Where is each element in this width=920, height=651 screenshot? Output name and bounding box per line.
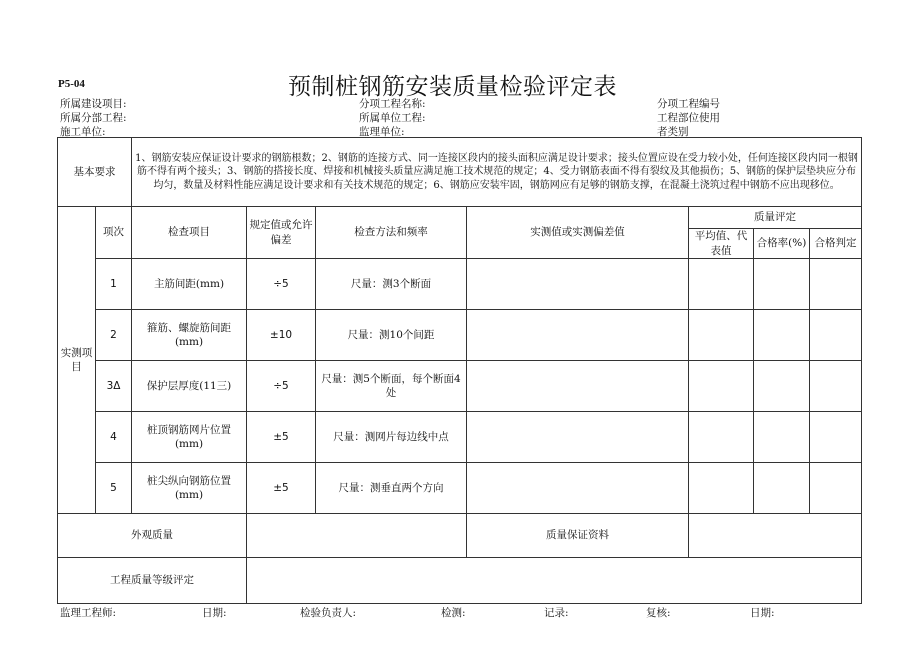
col-values: 实测值或实测偏差值 [467,207,689,259]
row-method: 尺量：测3个断面 [316,259,467,310]
footer-reviewer: 复核: [646,607,671,619]
basic-requirements-label: 基本要求 [58,138,132,207]
row-judge-cell[interactable] [810,361,862,412]
table-row [58,259,862,310]
row-method: 尺量：测10个间距 [316,310,467,361]
row-avg-cell[interactable] [689,463,754,514]
row-method: 尺量：测垂直两个方向 [316,463,467,514]
row-rate-cell[interactable] [754,412,810,463]
row-avg-cell[interactable] [689,259,754,310]
row-values-cell[interactable] [467,310,689,361]
row-values-cell[interactable] [467,412,689,463]
row-no: 4 [96,412,132,463]
meta-supervisor: 监理单位: [359,126,405,138]
inspection-table [57,137,862,604]
col-avg: 平均值、代表值 [689,229,754,259]
meta-unit-project: 所属单位工程: [359,112,426,124]
row-values-cell[interactable] [467,259,689,310]
row-judge-cell[interactable] [810,259,862,310]
meta-contractor: 施工单位: [60,126,106,138]
row-method: 尺量：测网片每边线中点 [316,412,467,463]
footer-date-2: 日期: [750,607,775,619]
row-avg-cell[interactable] [689,310,754,361]
col-judge: 合格判定 [810,229,862,259]
col-quality: 质量评定 [689,207,862,229]
table-row [58,361,862,412]
row-rate-cell[interactable] [754,310,810,361]
row-item: 主筋间距(mm) [132,259,247,310]
appearance-label: 外观质量 [58,514,247,558]
meta-category: 者类别 [657,126,689,138]
col-method: 检查方法和频率 [316,207,467,259]
footer-date-1: 日期: [202,607,227,619]
footer-inspector: 检验负责人: [300,607,357,619]
row-judge-cell[interactable] [810,310,862,361]
meta-subitem-name: 分项工程名称: [359,98,426,110]
row-tolerance: ±10 [247,310,316,361]
footer-tester: 检测: [441,607,466,619]
page-title: 预制桩钢筋安装质量检验评定表 [288,74,617,100]
assurance-cell[interactable] [689,514,862,558]
row-tolerance: ÷5 [247,361,316,412]
row-no: 2 [96,310,132,361]
row-values-cell[interactable] [467,361,689,412]
footer-supervisor: 监理工程师: [60,607,117,619]
grade-label: 工程质量等级评定 [58,558,247,604]
appearance-cell[interactable] [247,514,467,558]
row-item: 桩尖纵向钢筋位置(mm) [132,463,247,514]
row-item: 桩顶钢筋网片位置(mm) [132,412,247,463]
meta-project: 所属建设项目: [60,98,127,110]
row-rate-cell[interactable] [754,463,810,514]
row-item: 箍筋、螺旋筋间距(mm) [132,310,247,361]
basic-requirements-text: 1、钢筋安装应保证设计要求的钢筋根数；2、钢筋的连接方式、同一连接区段内的接头面积应满足设计要求；接头位置应设在受力较小处，任何连接区段内同一根钢筋不得有两个接头；3、钢筋的搭接长度、焊接和机械接头质量应满足施工技术规范的规定；4、受力钢筋表面不得有裂纹及其他损伤；5、钢筋的保护层垫块应分布均匀，数量及材料性能应满足设计要求和有关技术规范的规定；6、钢筋应安装牢固，钢筋网应有足够的钢筋支撑，在混凝土浇筑过程中钢筋不应出现移位。 [132,138,862,207]
table-row [58,412,862,463]
row-tolerance: ±5 [247,463,316,514]
row-rate-cell[interactable] [754,361,810,412]
col-rate: 合格率(%) [754,229,810,259]
col-item: 检查项目 [132,207,247,259]
footer-recorder: 记录: [544,607,569,619]
row-judge-cell[interactable] [810,412,862,463]
form-code: P5-04 [58,78,85,90]
table-row [58,310,862,361]
grade-cell[interactable] [247,558,862,604]
table-row [58,463,862,514]
row-rate-cell[interactable] [754,259,810,310]
row-tolerance: ÷5 [247,259,316,310]
assurance-label: 质量保证资料 [467,514,689,558]
measured-section-label: 实测项目 [58,207,96,514]
row-values-cell[interactable] [467,463,689,514]
col-tolerance: 规定值或允许偏差 [247,207,316,259]
meta-division: 所属分部工程: [60,112,127,124]
row-no: 1 [96,259,132,310]
row-avg-cell[interactable] [689,361,754,412]
row-no: 3Δ [96,361,132,412]
row-no: 5 [96,463,132,514]
row-item: 保护层厚度(11三) [132,361,247,412]
row-avg-cell[interactable] [689,412,754,463]
row-method: 尺量：测5个断面，每个断面4处 [316,361,467,412]
meta-subitem-no: 分项工程编号 [657,98,720,110]
col-no: 项次 [96,207,132,259]
row-tolerance: ±5 [247,412,316,463]
meta-user-part: 工程部位使用 [657,112,720,124]
row-judge-cell[interactable] [810,463,862,514]
